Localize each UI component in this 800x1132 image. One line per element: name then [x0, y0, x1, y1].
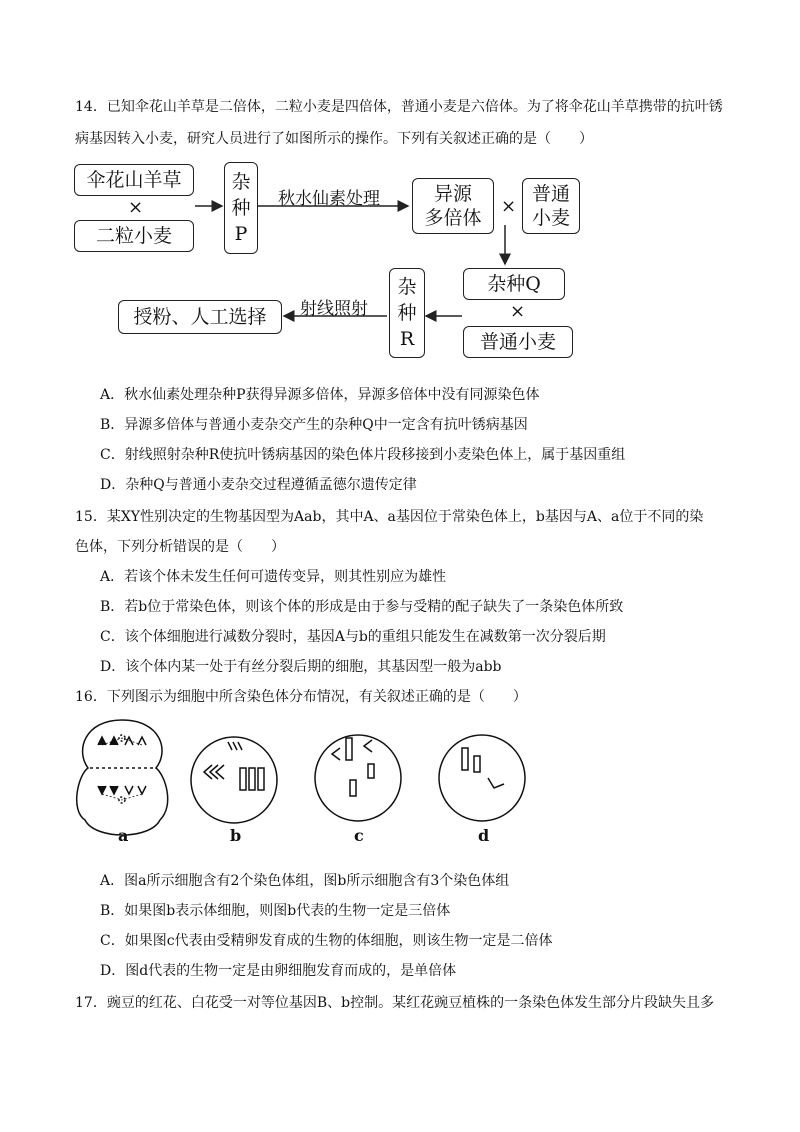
hybrid-p-char-1: 杂 [231, 171, 251, 193]
cell-a-drawing [77, 720, 168, 835]
allo-line-1: 异源 [433, 183, 472, 205]
cell-label-c: c [354, 826, 364, 845]
q17-stem-line1: 17．豌豆的红花、白花受一对等位基因B、b控制。某红花豌豆植株的一条染色体发生部分片段缺失且多 [75, 995, 715, 1011]
q16-stem: 16．下列图示为细胞中所含染色体分布情况，有关叙述正确的是（ ） [75, 689, 527, 705]
hybrid-r-char-2: 种 [397, 302, 417, 324]
cell-d-drawing [439, 735, 525, 821]
q15-stem-line1: 15．某XY性别决定的生物基因型为Aab，其中A、a基因位于常染色体上，b基因与A、a位于不同的染 [75, 509, 704, 525]
label-colchicine: 秋水仙素处理 [278, 189, 380, 209]
box-umbrella-goatgrass: 伞花山羊草 [74, 164, 194, 196]
common1-line-2: 小麦 [531, 207, 570, 229]
q14-option-c: C．射线照射杂种R使抗叶锈病基因的染色体片段移接到小麦染色体上，属于基因重组 [100, 447, 626, 463]
q14-option-b: B．异源多倍体与普通小麦杂交产生的杂种Q中一定含有抗叶锈病基因 [100, 417, 528, 433]
q14-option-d: D．杂种Q与普通小麦杂交过程遵循孟德尔遗传定律 [100, 477, 417, 493]
cell-label-d: d [478, 826, 490, 845]
q14-option-a: A．秋水仙素处理杂种P获得异源多倍体，异源多倍体中没有同源染色体 [100, 387, 540, 403]
q15-option-d: D．该个体内某一处于有丝分裂后期的细胞，其基因型一般为abb [100, 659, 502, 675]
box-pollination-selection: 授粉、人工选择 [118, 300, 282, 334]
q16-option-c: C．如果图c代表由受精卵发育成的生物的体细胞，则该生物一定是二倍体 [100, 933, 553, 949]
q16-option-d: D．图d代表的生物一定是由卵细胞发育而成的，是单倍体 [100, 963, 457, 979]
q16-option-a: A．图a所示细胞含有2个染色体组，图b所示细胞含有3个染色体组 [100, 873, 510, 889]
q15-stem-line2: 色体，下列分析错误的是（ ） [75, 539, 285, 555]
q15-option-a: A．若该个体未发生任何可遗传变异，则其性别应为雄性 [100, 569, 447, 585]
cell-label-b: b [230, 826, 242, 845]
cell-label-a: a [118, 826, 129, 845]
cross-symbol-2: × [501, 196, 517, 217]
q14-stem-line1: 14．已知伞花山羊草是二倍体，二粒小麦是四倍体，普通小麦是六倍体。为了将伞花山羊草携带的抗叶锈 [75, 99, 723, 115]
q15-option-b: B．若b位于常染色体，则该个体的形成是由于参与受精的配子缺失了一条染色体所致 [100, 599, 624, 615]
hybrid-r-char-3: R [399, 328, 415, 350]
q15-option-c: C．该个体细胞进行减数分裂时，基因A与b的重组只能发生在减数第一次分裂后期 [100, 629, 606, 645]
allo-line-2: 多倍体 [424, 207, 482, 229]
hybrid-p-char-3: P [234, 223, 248, 245]
box-hybrid-q: 杂种Q [463, 268, 565, 300]
label-radiation: 射线照射 [300, 299, 368, 319]
box-emmer-wheat: 二粒小麦 [74, 220, 194, 252]
q14-stem-line2: 病基因转入小麦，研究人员进行了如图所示的操作。下列有关叙述正确的是（ ） [75, 131, 593, 147]
cross-symbol-3: × [510, 301, 526, 322]
q16-option-b: B．如果图b表示体细胞，则图b代表的生物一定是三倍体 [100, 903, 451, 919]
hybrid-r-char-1: 杂 [397, 276, 417, 298]
box-common-wheat-2: 普通小麦 [463, 326, 573, 358]
common1-line-1: 普通 [531, 183, 570, 205]
cross-symbol-1: × [128, 197, 144, 218]
cell-c-drawing [315, 735, 401, 821]
hybrid-p-char-2: 种 [231, 197, 251, 219]
cell-b-drawing [191, 737, 277, 823]
